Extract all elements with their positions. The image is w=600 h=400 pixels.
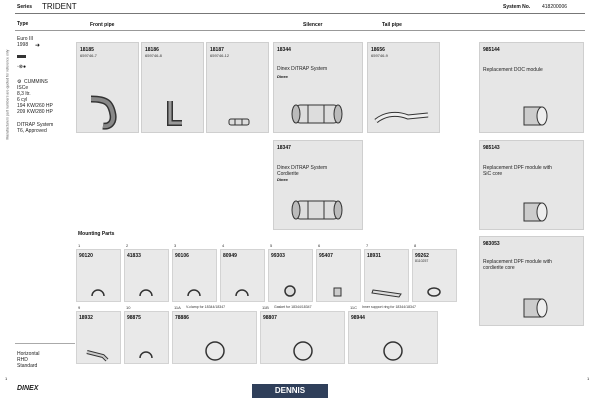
part-number: 985144: [483, 47, 500, 53]
mount-index: 4: [222, 243, 225, 248]
pipe-illustration: [227, 117, 253, 127]
left-footer-divider: [15, 343, 75, 344]
mount-index: 5: [270, 243, 273, 248]
ring-icon: [425, 286, 443, 298]
mounting-parts-title: Mounting Parts: [78, 231, 115, 237]
ditrap-2: T6, Approved: [17, 128, 47, 134]
mounting-part[interactable]: [316, 249, 361, 302]
part-reference: 659746-7: [80, 53, 97, 58]
cylinders: 6 cyl: [17, 97, 28, 103]
part-number: 90120: [79, 253, 93, 259]
tail-pipe-card[interactable]: [367, 42, 440, 133]
silencer-illustration: [288, 193, 350, 225]
system-value: 418200006: [542, 4, 568, 10]
dinex-logo-icon: Dinex: [277, 177, 288, 182]
pipe-illustration: [374, 109, 432, 129]
arrow-right-icon: ➜: [35, 43, 41, 49]
series-label: Series: [17, 4, 33, 10]
mounting-part[interactable]: [76, 249, 121, 302]
part-reference: 659746-8: [145, 53, 162, 58]
series-value: TRIDENT: [42, 2, 77, 11]
dinex-logo-icon: DINEX: [17, 385, 39, 392]
mount-label: Gasket for 18344/18347: [274, 305, 312, 309]
page-number-left: 1: [5, 376, 8, 381]
mount-index: 11C: [350, 305, 358, 310]
mounting-part[interactable]: [348, 311, 438, 364]
pipe-icon: [85, 348, 113, 362]
module-illustration: [520, 101, 550, 131]
engine-model: ISCe: [17, 85, 29, 91]
customer-badge: DENNIS: [252, 384, 328, 398]
engine-make: CUMMINS: [24, 79, 48, 85]
mounting-part[interactable]: [124, 311, 169, 364]
header-divider: [15, 13, 585, 14]
module-material: cordierite core: [483, 265, 515, 271]
year: 1998: [17, 42, 29, 48]
module-card[interactable]: [479, 236, 584, 326]
part-number: 18656: [371, 47, 385, 53]
mount-index: 9: [78, 305, 81, 310]
part-number: 98807: [263, 315, 277, 321]
vertical-note: Manufacturers part numbers are quoted for reference only: [5, 49, 10, 140]
part-number: 18932: [79, 315, 93, 321]
part-number: 90106: [175, 253, 189, 259]
module-illustration: [520, 293, 550, 323]
part-reference: 659746-12: [210, 53, 230, 58]
mounting-part[interactable]: [76, 311, 121, 364]
page-number-right: 1: [587, 376, 590, 381]
mounting-part[interactable]: [124, 249, 169, 302]
footer-1: Horizontal: [17, 351, 40, 357]
axle-icon: ◦⊗●: [17, 64, 26, 70]
gasket-icon: [291, 340, 315, 362]
bracket-icon: [331, 286, 345, 298]
front-pipe-card[interactable]: [76, 42, 139, 133]
ditrap-1: DITRAP System: [17, 122, 54, 128]
clamp-icon: [185, 286, 203, 298]
mount-index: 6: [318, 243, 321, 248]
mounting-part[interactable]: [172, 249, 217, 302]
type-label: Type: [17, 21, 29, 27]
part-number: 18185: [80, 47, 94, 53]
power-2: 209 KW/280 HP: [17, 109, 53, 115]
v-clamp-icon: [203, 340, 227, 362]
part-reference: 8110257: [415, 259, 429, 263]
module-description: Replacement DPF module with: [483, 259, 552, 265]
mounting-part[interactable]: [364, 249, 409, 302]
mount-index: 1: [78, 243, 81, 248]
part-number: 18344: [277, 47, 291, 53]
module-card[interactable]: [479, 140, 584, 230]
silencer-material: Cordierite: [277, 171, 299, 177]
part-reference: 659746-9: [371, 53, 388, 58]
silencer-card[interactable]: [273, 42, 363, 133]
pipe-illustration: [87, 93, 127, 131]
part-number: 18187: [210, 47, 224, 53]
silencer-illustration: [288, 97, 350, 129]
module-description: Replacement DOC module: [483, 67, 543, 73]
clamp-icon: [89, 286, 107, 298]
mount-index: 8: [414, 243, 417, 248]
euro-norm: Euro III: [17, 36, 34, 42]
engine-capacity: 8,3 ltr.: [17, 91, 31, 97]
silencer-description: Dinex DiTRAP System: [277, 165, 328, 171]
dinex-logo-icon: Dinex: [277, 74, 288, 79]
front-pipe-card[interactable]: [206, 42, 269, 133]
clamp-icon: [137, 348, 155, 360]
mounting-part[interactable]: [268, 249, 313, 302]
system-label: System No.: [503, 4, 531, 10]
mounting-part[interactable]: [172, 311, 257, 364]
part-number: 18186: [145, 47, 159, 53]
mounting-part[interactable]: [412, 249, 457, 302]
part-number: 78886: [175, 315, 189, 321]
silencer-description: Dinex DiTRAP System: [277, 66, 328, 72]
clamp-icon: [281, 284, 299, 298]
mount-index: 11B: [262, 305, 269, 310]
module-description: Replacement DPF module with: [483, 165, 552, 171]
truck-icon: [17, 55, 26, 58]
pipe-illustration: [160, 99, 190, 131]
mount-index: 11A: [174, 305, 181, 310]
col-tail-pipe: Tail pipe: [382, 22, 402, 28]
mount-index: 7: [366, 243, 369, 248]
mount-label: V-clamp for 18344/18347: [186, 305, 226, 309]
clamp-icon: [233, 286, 251, 298]
engine-icon: ⚙: [17, 79, 22, 85]
clamp-icon: [137, 286, 155, 298]
support-ring-icon: [381, 340, 405, 362]
part-number: 985143: [483, 145, 500, 151]
power-1: 194 KW/260 HP: [17, 103, 53, 109]
part-number: 99303: [271, 253, 285, 259]
part-number: 99262: [415, 253, 429, 259]
column-divider: [15, 30, 585, 31]
footer-3: Standard: [17, 363, 38, 369]
part-number: 41833: [127, 253, 141, 259]
mount-label: Inner support ring for 18344/18347: [362, 305, 416, 309]
mount-index: 2: [126, 243, 129, 248]
mounting-part[interactable]: [260, 311, 345, 364]
part-number: 95407: [319, 253, 333, 259]
col-front-pipe: Front pipe: [90, 22, 115, 28]
mount-index: 10: [126, 305, 131, 310]
part-number: 98944: [351, 315, 365, 321]
module-material: SiC core: [483, 171, 503, 177]
mount-index: 3: [174, 243, 177, 248]
footer-2: RHD: [17, 357, 28, 363]
module-illustration: [520, 197, 550, 227]
part-number: 983053: [483, 241, 500, 247]
part-number: 18347: [277, 145, 291, 151]
strap-icon: [371, 286, 405, 298]
silencer-card[interactable]: [273, 140, 363, 230]
part-number: 98875: [127, 315, 141, 321]
mounting-part[interactable]: [220, 249, 265, 302]
part-number: 18931: [367, 253, 381, 259]
part-number: 80949: [223, 253, 237, 259]
module-card[interactable]: [479, 42, 584, 133]
front-pipe-card[interactable]: [141, 42, 204, 133]
col-silencer: Silencer: [303, 22, 323, 28]
